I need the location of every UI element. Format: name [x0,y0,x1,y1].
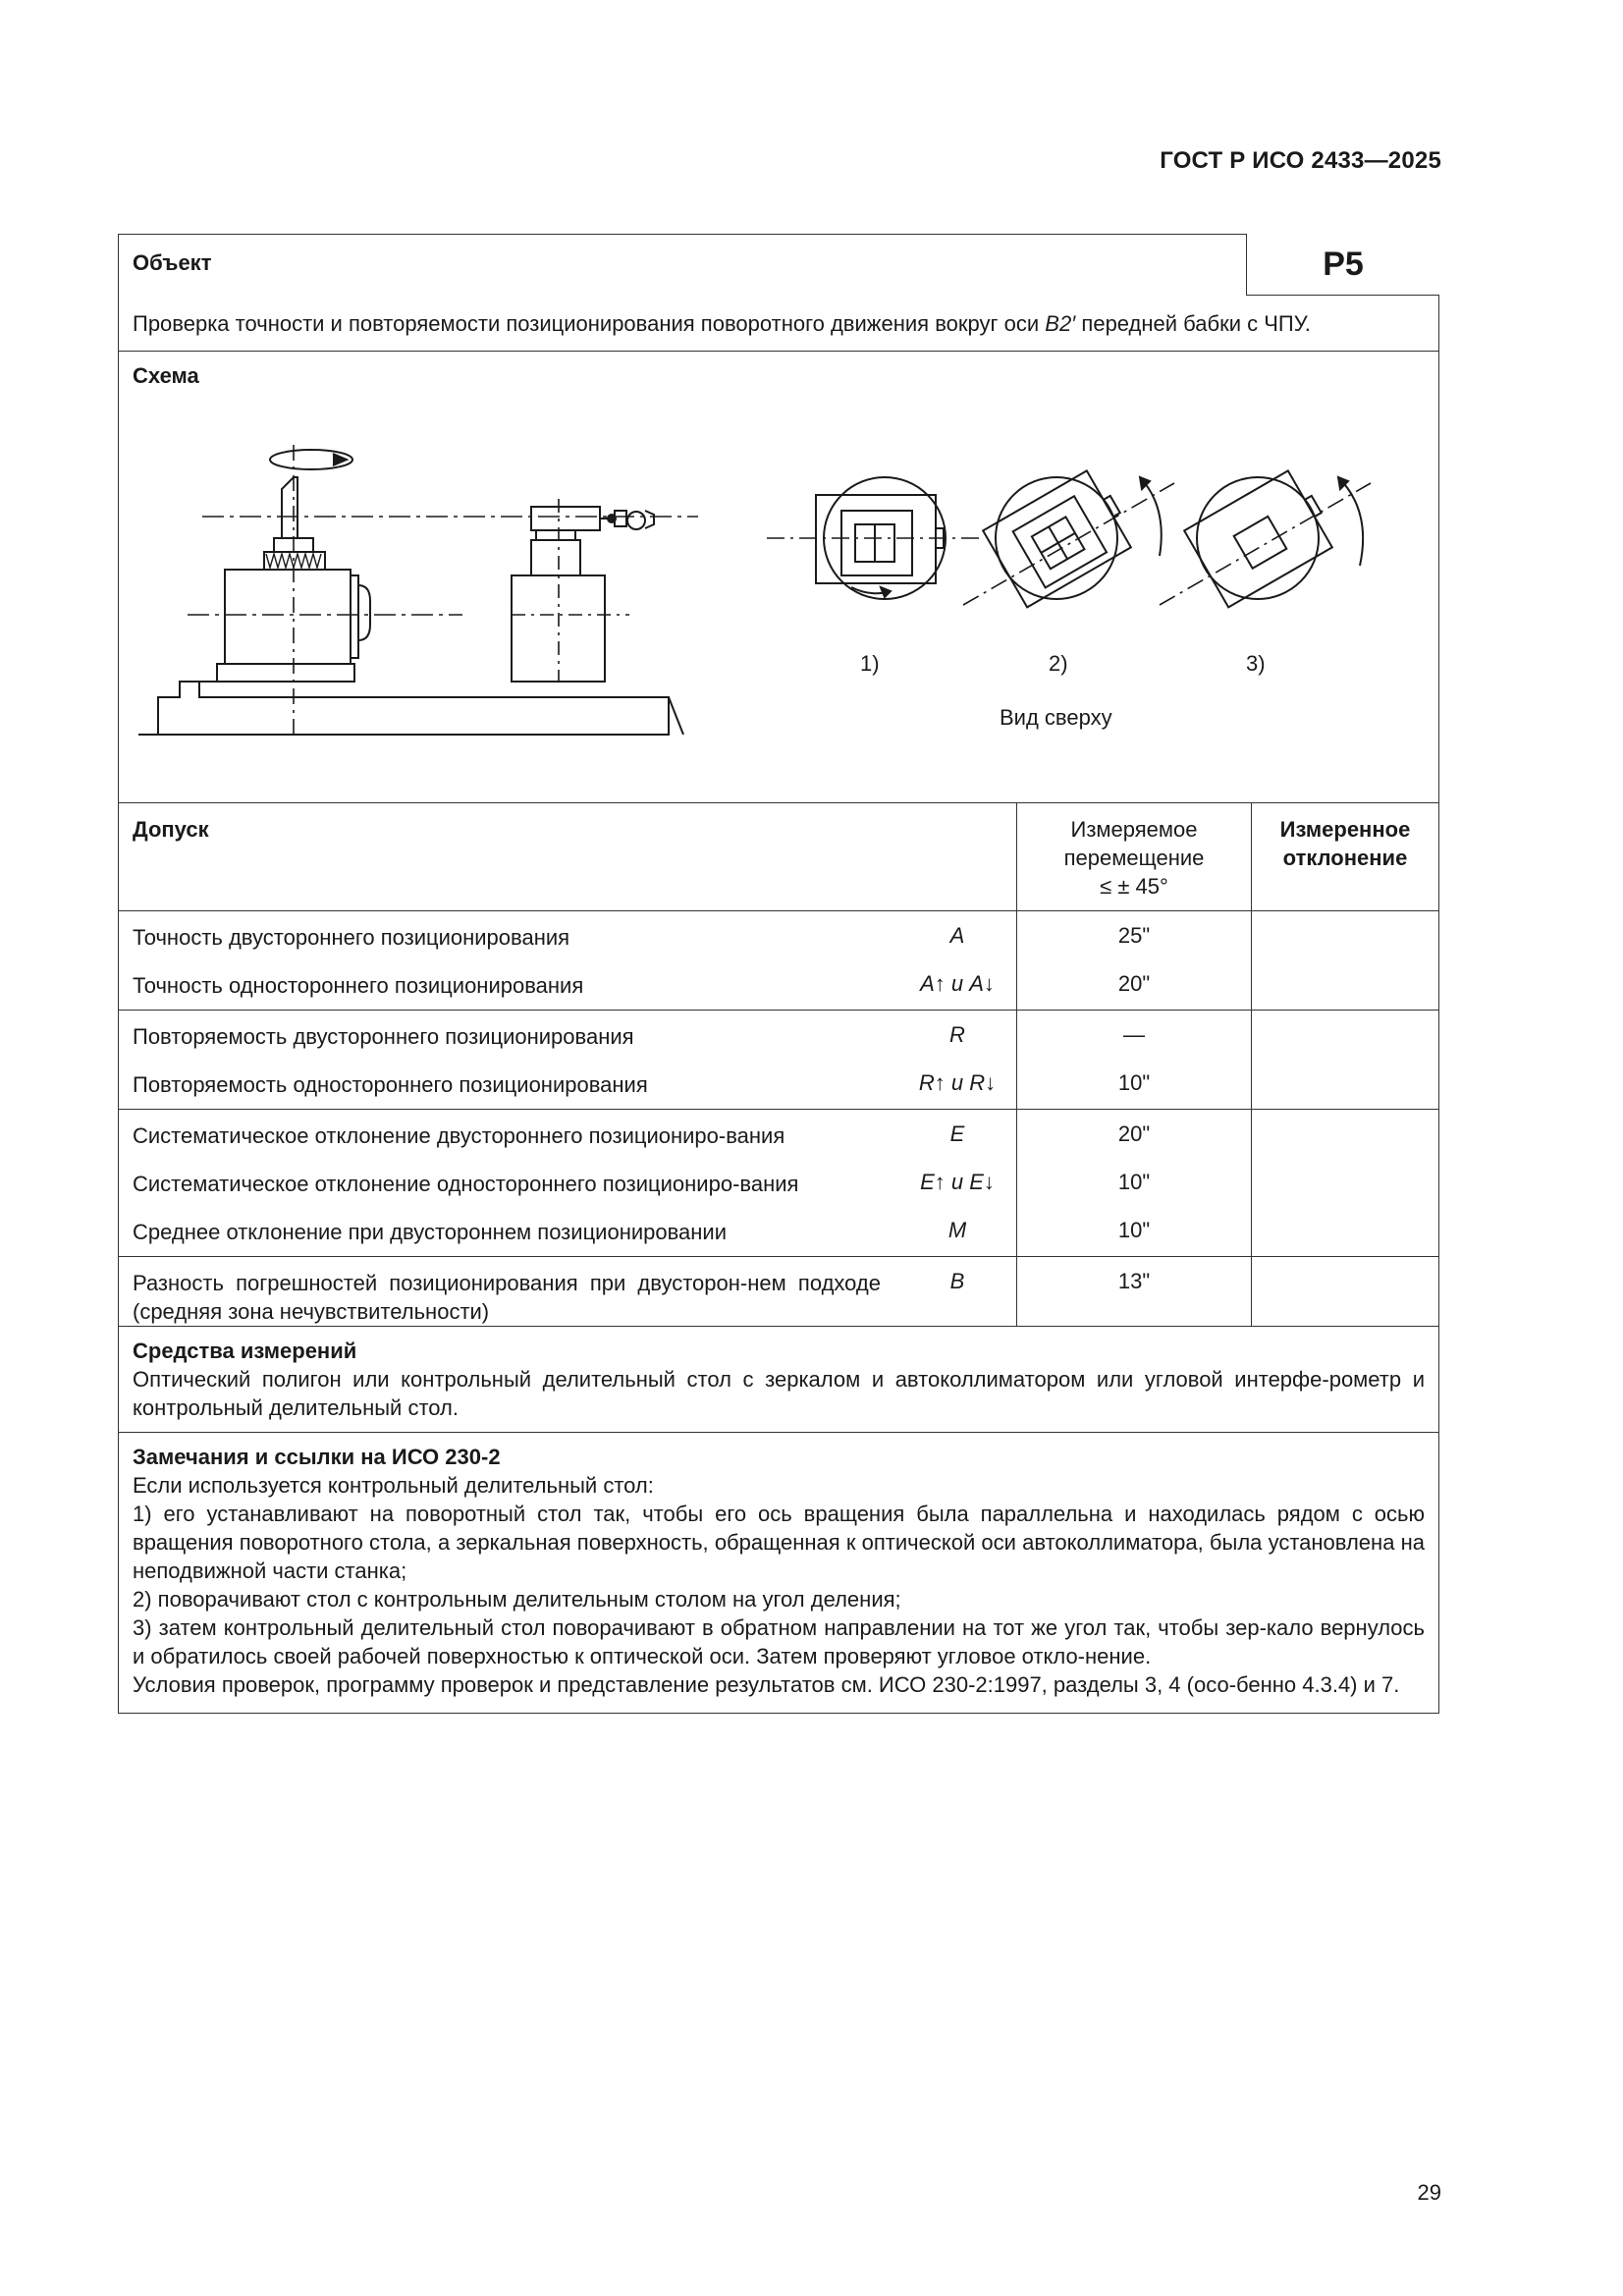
remarks-line: Условия проверок, программу проверок и представление результатов см. ИСО 230-2:1997, разделы 3, 4 (осо-бенно 4.3.4) и 7. [133,1672,1400,1697]
measured-deviation-cell [1252,1051,1439,1110]
object-section [119,235,1438,352]
schema-section [119,352,1438,803]
view-label-1: 1) [860,651,880,676]
measured-deviation-cell [1252,952,1439,1011]
measured-deviation-cell [1252,1110,1439,1151]
tolerance-label: Допуск [119,803,1017,911]
measured-deviation-cell [1252,1198,1439,1257]
measured-deviation-header: Измеренное отклонение [1252,803,1439,911]
view-caption: Вид сверху [1000,705,1112,730]
measured-deviation-cell [1252,1150,1439,1198]
top-view-1 [767,477,983,599]
view-label-3: 3) [1246,651,1266,676]
measured-travel-header: Измеряемое перемещение ≤ ± 45° [1017,803,1252,911]
document-id: ГОСТ Р ИСО 2433—2025 [1160,147,1441,174]
instruments-title: Средства измерений [133,1339,357,1363]
measured-deviation-cell [1252,911,1439,953]
test-sheet [118,234,1439,1714]
remarks-section [119,1433,1438,1713]
table-row: Разность погрешностей позиционирования при двусторон-нем подходе (средняя зона нечувствительности) B 13" [119,1257,1438,1327]
schema-drawing [119,352,1437,803]
test-code: P5 [1246,234,1439,296]
remarks-line: 1) его устанавливают на поворотный стол так, чтобы его ось вращения была параллельна и находилась рядом с осью вращения поворотного стола, а зеркальная поверхность, обращенная к оптической оси автоколлиматора, была установлена на неподвижной части станка; [133,1502,1425,1583]
table-row: Точность одностороннего позиционирования A↑ и A↓ 20" [119,952,1438,1011]
table-row: Среднее отклонение при двустороннем позиционировании M 10" [119,1198,1438,1257]
page-number: 29 [1417,2180,1441,2205]
remarks-title: Замечания и ссылки на ИСО 230-2 [133,1445,501,1469]
remarks-line: 2) поворачивают стол с контрольным делительным столом на угол деления; [133,1587,901,1612]
view-label-2: 2) [1049,651,1068,676]
instruments-section [119,1327,1438,1433]
remarks-line: Если используется контрольный делительный стол: [133,1473,654,1498]
side-view-machine [138,445,698,735]
tolerance-table [119,803,1438,1326]
tolerance-section [119,803,1438,1327]
object-label: Объект [133,250,212,275]
table-row: Систематическое отклонение двустороннего позициониро-вания E 20" [119,1110,1438,1151]
instruments-text: Оптический полигон или контрольный делительный стол с зеркалом и автоколлиматором или угловой интерфе-рометр и контрольный делительный стол. [133,1367,1425,1420]
top-view-3 [1160,466,1371,607]
table-row: Повторяемость одностороннего позиционирования R↑ и R↓ 10" [119,1051,1438,1110]
measured-deviation-cell [1252,1257,1439,1327]
table-row: Точность двустороннего позиционирования A 25" [119,911,1438,953]
table-row: Систематическое отклонение одностороннего позициониро-вания E↑ и E↓ 10" [119,1150,1438,1198]
schema-label: Схема [133,363,199,388]
measured-deviation-cell [1252,1011,1439,1052]
remarks-line: 3) затем контрольный делительный стол поворачивают в обратном направлении на тот же угол так, чтобы зер-кало вернулось и обратилось своей рабочей поверхностью к оптической оси. Затем проверяют угловое откло-нение. [133,1615,1425,1668]
top-view-2 [963,466,1174,607]
tolerance-header-row [119,803,1438,911]
table-row: Повторяемость двустороннего позиционирования R — [119,1011,1438,1052]
object-description: Проверка точности и повторяемости позиционирования поворотного движения вокруг оси B2′ передней бабки с ЧПУ. [133,311,1311,336]
